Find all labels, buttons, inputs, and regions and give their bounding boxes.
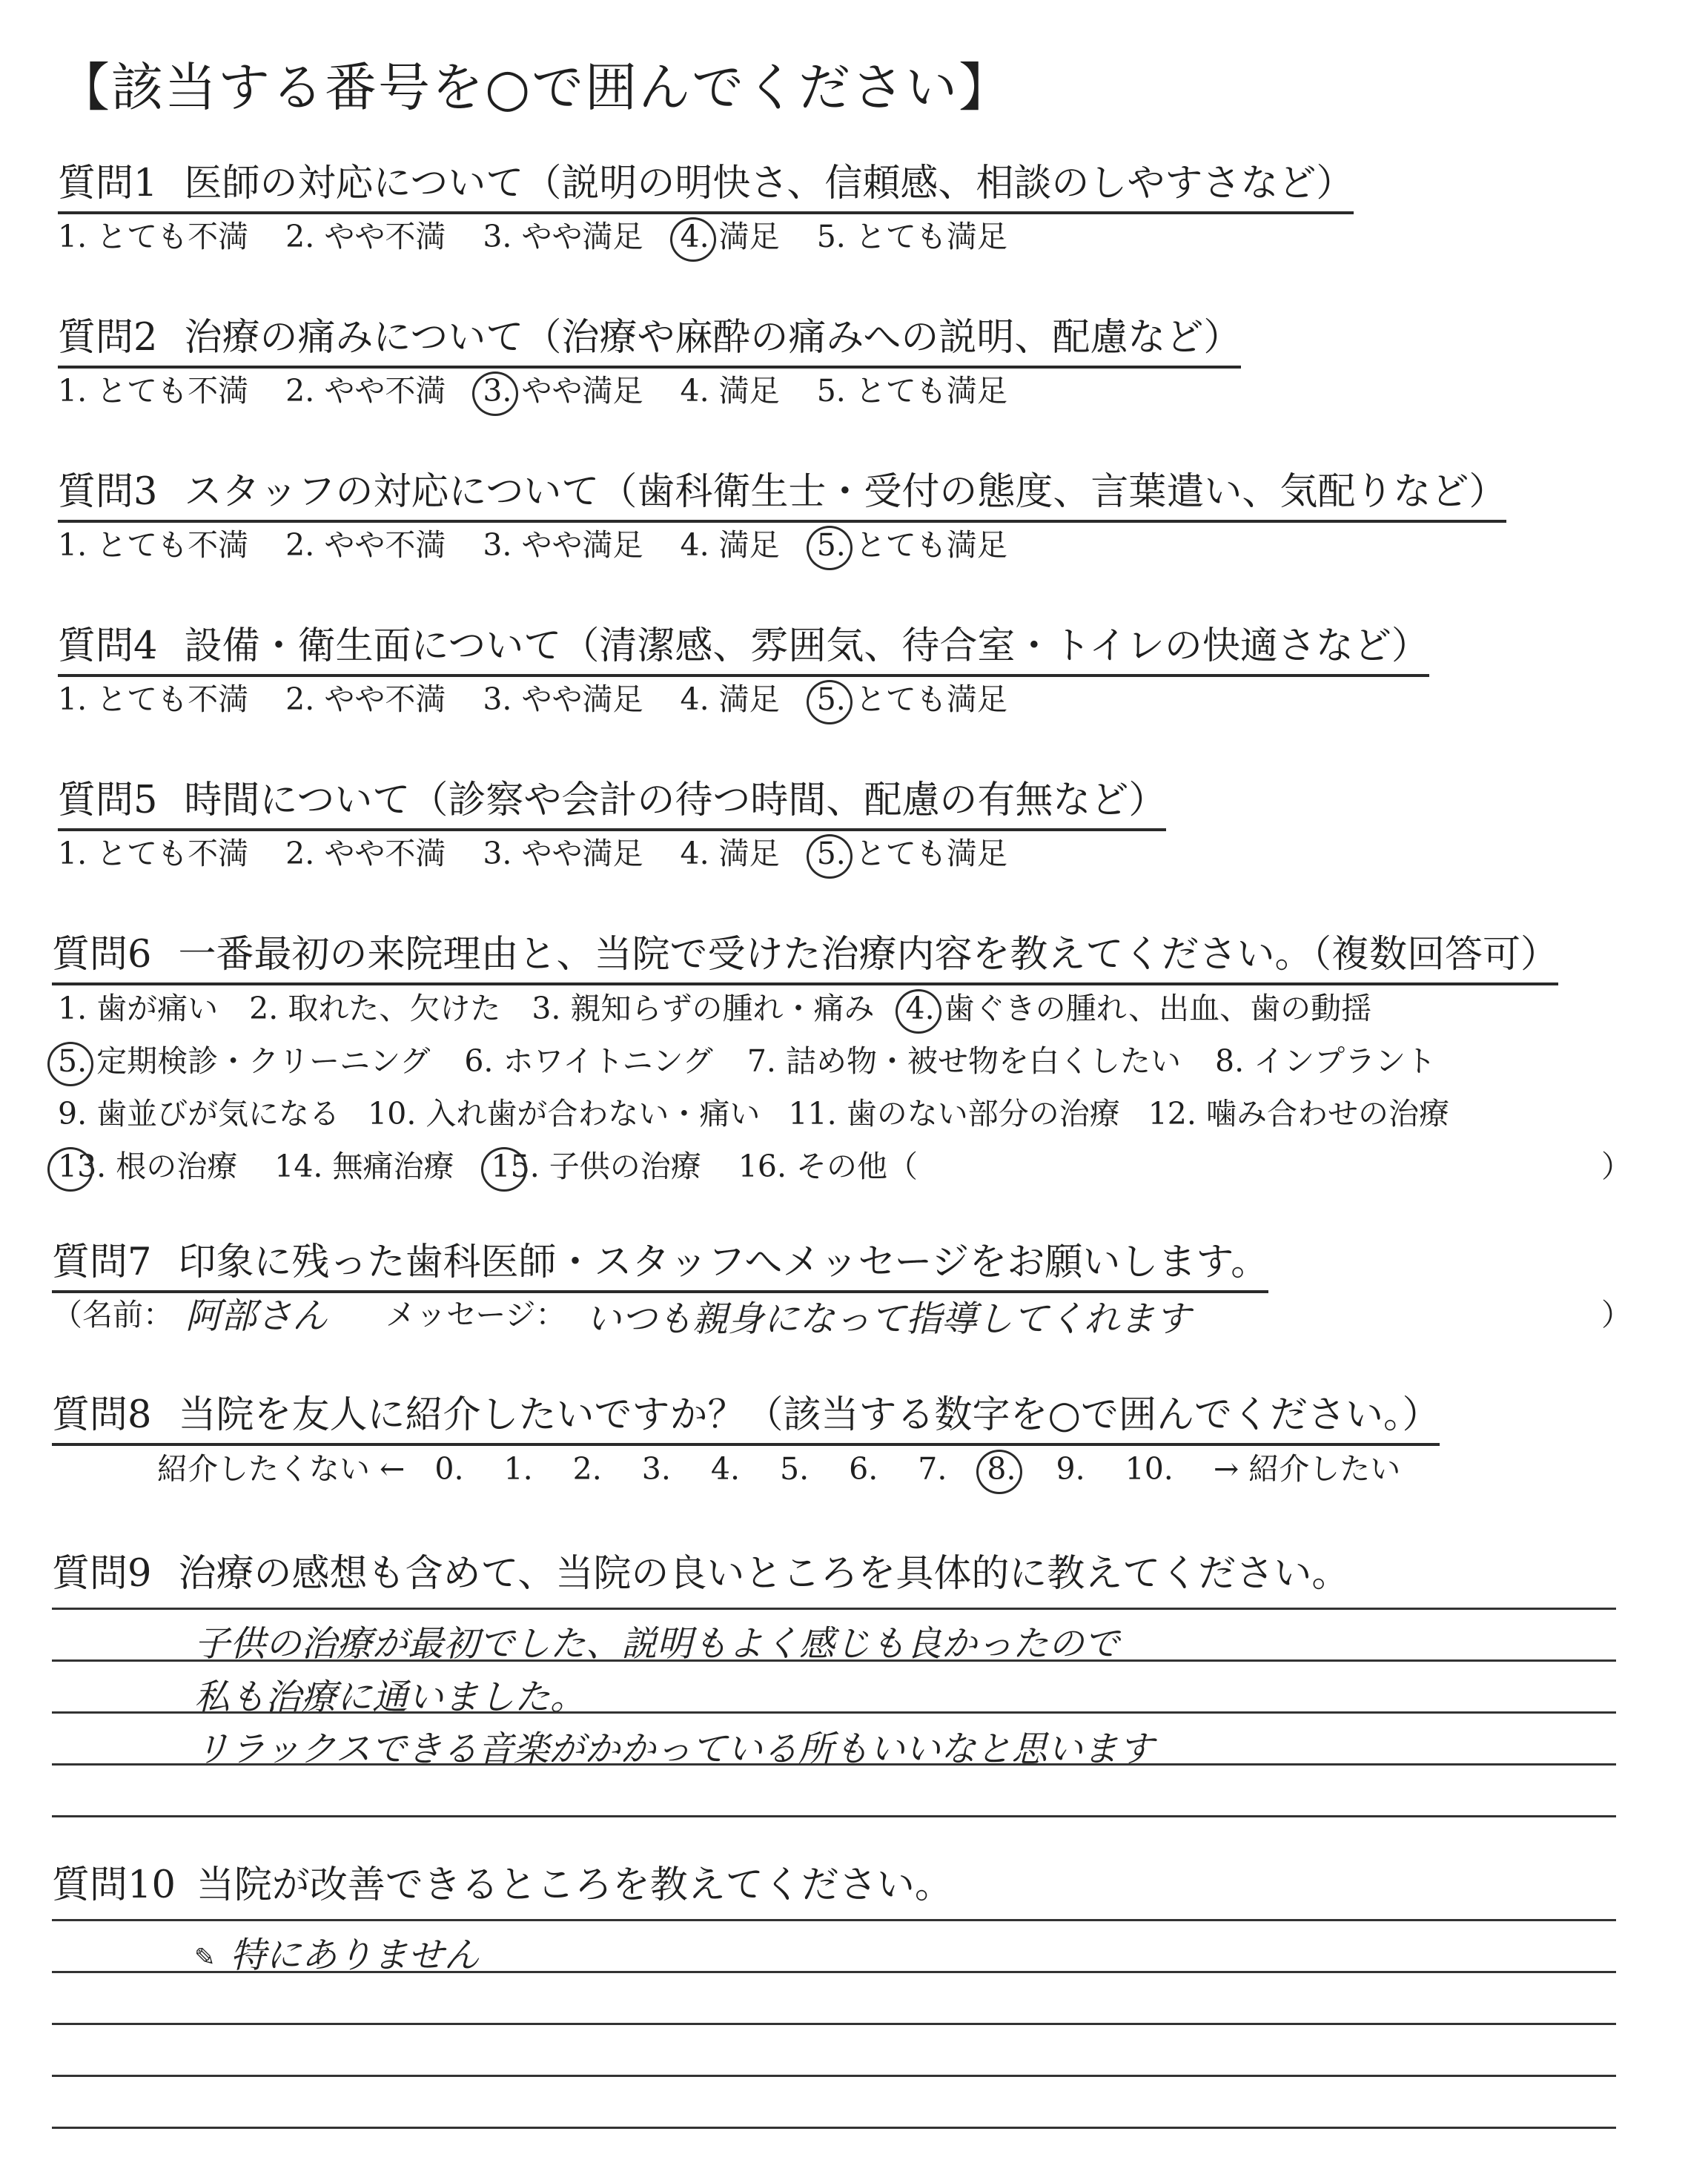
q5-option-3-number: 3. — [483, 836, 512, 871]
question-8-label: 質問8 — [52, 1393, 152, 1437]
q6-option-1[interactable] — [58, 984, 218, 1028]
question-9-answer-line-3[interactable]: リラックスできる音楽がかかっている所もいいなと思います — [194, 1728, 1154, 1770]
q3-option-3-label: やや満足 — [512, 527, 643, 563]
q4-option-1[interactable] — [58, 675, 248, 719]
question-4-options — [58, 675, 1045, 719]
q3-option-1[interactable] — [58, 521, 248, 564]
q5-option-5[interactable] — [817, 829, 1007, 873]
question-9-rule-5 — [52, 1815, 1616, 1817]
question-1-label: 質問1 — [58, 162, 158, 205]
question-10-rule-5 — [52, 2127, 1616, 2129]
scribble-icon: ✎ — [194, 1943, 216, 1972]
q1-option-4-number: 4. — [680, 219, 709, 254]
q2-option-3-number: 3. — [483, 373, 512, 409]
question-2-label: 質問2 — [58, 316, 158, 360]
q3-option-2-number: 2. — [285, 527, 315, 563]
q1-option-3-number: 3. — [483, 219, 512, 254]
q1-option-1[interactable] — [58, 212, 248, 256]
q3-option-2[interactable] — [285, 521, 446, 564]
q5-option-1-number: 1. — [58, 836, 87, 871]
q8-left-label: 紹介したくない ← — [157, 1451, 406, 1487]
q6-option-10[interactable] — [368, 1089, 760, 1133]
question-3-title — [58, 460, 1506, 523]
q8-scale-2[interactable] — [573, 1451, 602, 1487]
q3-option-4-number: 4. — [680, 527, 709, 563]
q5-option-4-label: 満足 — [709, 836, 780, 871]
q3-option-1-number: 1. — [58, 527, 87, 563]
q6-option-9-number: 9. — [58, 1096, 87, 1132]
q3-option-5-number: 5. — [816, 527, 846, 563]
q2-option-2[interactable] — [285, 366, 446, 410]
q2-option-4[interactable] — [681, 366, 780, 410]
q6-option-15[interactable] — [491, 1142, 701, 1186]
question-4-label: 質問4 — [58, 624, 158, 668]
question-9-rule-4 — [52, 1763, 1616, 1766]
q1-option-3[interactable] — [483, 212, 643, 256]
q6-option-4-number: 4. — [905, 991, 935, 1026]
q6-option-2-label: 取れた、欠けた — [278, 991, 501, 1026]
q2-option-1-number: 1. — [58, 373, 87, 409]
q6-option-9-label: 歯並びが気になる — [87, 1096, 340, 1132]
q8-scale-2-number: 2. — [572, 1451, 602, 1487]
question-5-options — [58, 829, 1045, 873]
q5-option-4[interactable] — [681, 829, 780, 873]
q6-option-16-label: その他（ — [787, 1149, 918, 1184]
q1-option-5-label: とても満足 — [845, 219, 1007, 254]
question-10-rule-4 — [52, 2075, 1616, 2077]
question-7-name-value[interactable]: 阿部さん — [185, 1295, 328, 1337]
question-9-answer-line-2[interactable]: 私も治療に通いました。 — [194, 1677, 586, 1718]
q1-option-5-number: 5. — [816, 219, 846, 254]
q5-option-3-label: やや満足 — [512, 836, 643, 871]
question-6-title — [52, 923, 1558, 985]
q6-option-7[interactable] — [747, 1037, 1181, 1080]
q6-option-11[interactable] — [788, 1089, 1119, 1133]
q8-scale-5[interactable] — [780, 1451, 809, 1487]
q1-option-5[interactable] — [817, 212, 1007, 256]
question-10-text: 当院が改善できるところを教えてください。 — [196, 1863, 953, 1907]
question-7-name-label: （名前： — [52, 1297, 173, 1332]
question-9-text: 治療の感想も含めて、当院の良いところを具体的に教えてください。 — [178, 1552, 1350, 1596]
q6-option-11-number: 11. — [788, 1096, 837, 1132]
q8-scale-1-number: 1. — [503, 1451, 533, 1487]
q3-option-5[interactable] — [817, 521, 1007, 564]
q6-option-16-number: 16. — [738, 1149, 787, 1184]
q3-option-2-label: やや不満 — [314, 527, 446, 563]
q8-scale-9-number: 9. — [1056, 1451, 1085, 1487]
q2-option-1[interactable] — [58, 366, 248, 410]
question-8-scale — [157, 1444, 1400, 1488]
q6-option-4[interactable] — [906, 984, 1372, 1028]
page-title: 【該当する番号を○で囲んでください】 — [58, 57, 1013, 118]
q6-option-9[interactable] — [58, 1089, 340, 1133]
q6-option-6-number: 6. — [464, 1043, 494, 1079]
q2-option-4-number: 4. — [680, 373, 709, 409]
q3-option-1-label: とても不満 — [87, 527, 249, 563]
question-1-text: 医師の対応について（説明の明快さ、信頼感、相談のしやすさなど） — [184, 162, 1354, 205]
question-2-title — [58, 306, 1241, 369]
q6-option-6[interactable] — [464, 1037, 712, 1080]
q6-option-14[interactable] — [274, 1142, 454, 1186]
q2-option-2-number: 2. — [285, 373, 315, 409]
q2-option-2-label: やや不満 — [314, 373, 446, 409]
q1-option-1-label: とても不満 — [87, 219, 249, 254]
q8-scale-8[interactable] — [987, 1451, 1016, 1487]
q8-scale-9[interactable] — [1056, 1451, 1085, 1487]
q6-option-13-label: 根の治療 — [106, 1149, 238, 1184]
q8-scale-10[interactable] — [1125, 1451, 1174, 1487]
q4-option-5[interactable] — [817, 675, 1007, 719]
q6-option-15-number: 15. — [491, 1149, 540, 1184]
q8-scale-3[interactable] — [642, 1451, 671, 1487]
q6-option-14-label: 無痛治療 — [322, 1149, 454, 1184]
question-6-other-close: ） — [1601, 1149, 1632, 1184]
q8-scale-7[interactable] — [918, 1451, 947, 1487]
q4-option-5-label: とても満足 — [845, 681, 1007, 717]
q8-scale-8-number: 8. — [987, 1451, 1016, 1487]
question-9-label: 質問9 — [52, 1552, 152, 1596]
q5-option-2[interactable] — [285, 829, 446, 873]
question-6-label: 質問6 — [52, 933, 152, 977]
q2-option-5-number: 5. — [816, 373, 846, 409]
q4-option-2[interactable] — [285, 675, 446, 719]
question-9-rule-2 — [52, 1659, 1616, 1662]
q4-option-1-label: とても不満 — [87, 681, 249, 717]
q2-option-3-label: やや満足 — [512, 373, 643, 409]
question-4-title — [58, 615, 1429, 677]
q6-option-13[interactable] — [58, 1142, 237, 1186]
q6-option-6-label: ホワイトニング — [493, 1043, 713, 1079]
question-4-text: 設備・衛生面について（清潔感、雰囲気、待合室・トイレの快適さなど） — [184, 624, 1429, 668]
question-10-title — [52, 1854, 953, 1909]
q8-scale-4[interactable] — [711, 1451, 740, 1487]
q6-option-3-number: 3. — [532, 991, 561, 1026]
q1-option-2[interactable] — [285, 212, 446, 256]
q6-option-5[interactable] — [58, 1037, 430, 1080]
question-7-text: 印象に残った歯科医師・スタッフへメッセージをお願いします。 — [178, 1241, 1269, 1284]
q6-option-12-label: 噛み合わせの治療 — [1196, 1096, 1449, 1132]
q6-option-10-number: 10. — [368, 1096, 417, 1132]
question-6-options-row-2 — [58, 1037, 1436, 1080]
q8-scale-0[interactable] — [434, 1451, 463, 1487]
q4-option-3[interactable] — [483, 675, 643, 719]
q6-option-1-number: 1. — [58, 991, 87, 1026]
q5-option-3[interactable] — [483, 829, 643, 873]
q6-option-12-number: 12. — [1148, 1096, 1196, 1132]
q2-option-5-label: とても満足 — [845, 373, 1007, 409]
question-7-title — [52, 1231, 1268, 1293]
q6-option-3-label: 親知らずの腫れ・痛み — [560, 991, 875, 1026]
q2-option-4-label: 満足 — [709, 373, 780, 409]
question-9-rule-1 — [52, 1608, 1616, 1610]
q6-option-15-label: 子供の治療 — [539, 1149, 701, 1184]
q4-option-1-number: 1. — [58, 681, 87, 717]
q3-option-4-label: 満足 — [709, 527, 780, 563]
q8-scale-0-number: 0. — [434, 1451, 464, 1487]
question-5-label: 質問5 — [58, 779, 158, 822]
q1-option-2-number: 2. — [285, 219, 315, 254]
q6-option-11-label: 歯のない部分の治療 — [836, 1096, 1120, 1132]
question-2-text: 治療の痛みについて（治療や麻酔の痛みへの説明、配慮など） — [184, 316, 1242, 360]
q5-option-2-number: 2. — [285, 836, 315, 871]
question-8-title — [52, 1384, 1440, 1446]
question-8-text: 当院を友人に紹介したいですか？（該当する数字を○で囲んでください。） — [178, 1393, 1440, 1437]
q4-option-2-number: 2. — [285, 681, 315, 717]
question-7-label: 質問7 — [52, 1241, 152, 1284]
q6-option-8-number: 8. — [1214, 1043, 1245, 1079]
q6-option-7-label: 詰め物・被せ物を白くしたい — [775, 1043, 1181, 1079]
q8-scale-10-number: 10. — [1125, 1451, 1174, 1487]
q2-option-3[interactable] — [483, 366, 643, 410]
q8-scale-6-number: 6. — [849, 1451, 878, 1487]
question-9-rule-3 — [52, 1711, 1616, 1714]
q3-option-4[interactable] — [681, 521, 780, 564]
q8-scale-6[interactable] — [849, 1451, 878, 1487]
q6-option-10-label: 入れ歯が合わない・痛い — [416, 1096, 761, 1132]
q4-option-4[interactable] — [681, 675, 780, 719]
q5-option-5-label: とても満足 — [845, 836, 1007, 871]
q8-right-label: → 紹介したい — [1213, 1451, 1401, 1487]
q4-option-4-label: 満足 — [709, 681, 780, 717]
q4-option-2-label: やや不満 — [314, 681, 446, 717]
question-1-options — [58, 212, 1045, 256]
q3-option-3[interactable] — [483, 521, 643, 564]
q6-option-8[interactable] — [1215, 1037, 1436, 1080]
question-10-label: 質問10 — [52, 1863, 176, 1907]
question-1-title — [58, 152, 1354, 214]
q5-option-1-label: とても不満 — [87, 836, 249, 871]
q8-scale-3-number: 3. — [641, 1451, 671, 1487]
q4-option-3-number: 3. — [483, 681, 512, 717]
q6-option-2-number: 2. — [249, 991, 279, 1026]
question-6-options-row-1 — [58, 984, 1371, 1028]
q8-scale-5-number: 5. — [780, 1451, 810, 1487]
q4-option-4-number: 4. — [680, 681, 709, 717]
q1-option-4-label: 満足 — [709, 219, 780, 254]
question-10-answer-line-1[interactable] — [194, 1926, 480, 1978]
q8-scale-4-number: 4. — [710, 1451, 741, 1487]
q2-option-1-label: とても不満 — [87, 373, 249, 409]
question-7-message-value[interactable]: いつも親身になって指導してくれます — [586, 1298, 1191, 1340]
q6-option-7-number: 7. — [747, 1043, 776, 1079]
q1-option-4[interactable] — [681, 212, 780, 256]
q6-option-14-number: 14. — [274, 1149, 323, 1184]
q3-option-3-number: 3. — [483, 527, 512, 563]
q8-scale-7-number: 7. — [918, 1451, 947, 1487]
question-10-rule-1 — [52, 1919, 1616, 1921]
q3-option-5-label: とても満足 — [845, 527, 1007, 563]
q5-option-1[interactable] — [58, 829, 248, 873]
q6-option-5-label: 定期検診・クリーニング — [87, 1043, 431, 1079]
q5-option-4-number: 4. — [680, 836, 709, 871]
q6-option-5-number: 5. — [58, 1043, 87, 1079]
question-9-answer-line-1[interactable]: 子供の治療が最初でした、説明もよく感じも良かったので — [194, 1623, 1120, 1665]
question-3-label: 質問3 — [58, 470, 158, 514]
question-6-options-row-4 — [58, 1142, 918, 1186]
question-5-title — [58, 769, 1166, 831]
question-9-title — [52, 1542, 1349, 1597]
q6-option-16[interactable] — [738, 1142, 918, 1186]
question-5-text: 時間について（診察や会計の待つ時間、配慮の有無など） — [184, 779, 1167, 822]
q1-option-3-label: やや満足 — [512, 219, 643, 254]
q5-option-5-number: 5. — [816, 836, 846, 871]
q5-option-2-label: やや不満 — [314, 836, 446, 871]
q8-scale-1[interactable] — [504, 1451, 533, 1487]
question-10-rule-3 — [52, 2023, 1616, 2025]
q6-option-2[interactable] — [249, 984, 500, 1028]
question-7-close: ） — [1601, 1297, 1632, 1332]
question-3-options — [58, 521, 1045, 564]
question-2-options — [58, 366, 1045, 410]
q1-option-2-label: やや不満 — [314, 219, 446, 254]
q6-option-8-label: インプラント — [1244, 1043, 1437, 1079]
q6-option-3[interactable] — [532, 984, 874, 1028]
q4-option-3-label: やや満足 — [512, 681, 643, 717]
q1-option-1-number: 1. — [58, 219, 87, 254]
q6-option-12[interactable] — [1148, 1089, 1449, 1133]
question-10-rule-2 — [52, 1971, 1616, 1973]
q4-option-5-number: 5. — [816, 681, 846, 717]
question-10-answer-text: 特にありません — [230, 1935, 480, 1976]
q6-option-4-label: 歯ぐきの腫れ、出血、歯の動揺 — [934, 991, 1372, 1026]
q6-option-1-label: 歯が痛い — [87, 991, 219, 1026]
q2-option-5[interactable] — [817, 366, 1007, 410]
question-3-text: スタッフの対応について（歯科衛生士・受付の態度、言葉遣い、気配りなど） — [184, 470, 1507, 514]
question-6-text: 一番最初の来院理由と、当院で受けた治療内容を教えてください。（複数回答可） — [178, 933, 1558, 977]
q6-option-13-number: 13. — [58, 1149, 107, 1184]
question-6-options-row-3 — [58, 1089, 1449, 1133]
question-7-message-label: メッセージ： — [385, 1297, 566, 1332]
